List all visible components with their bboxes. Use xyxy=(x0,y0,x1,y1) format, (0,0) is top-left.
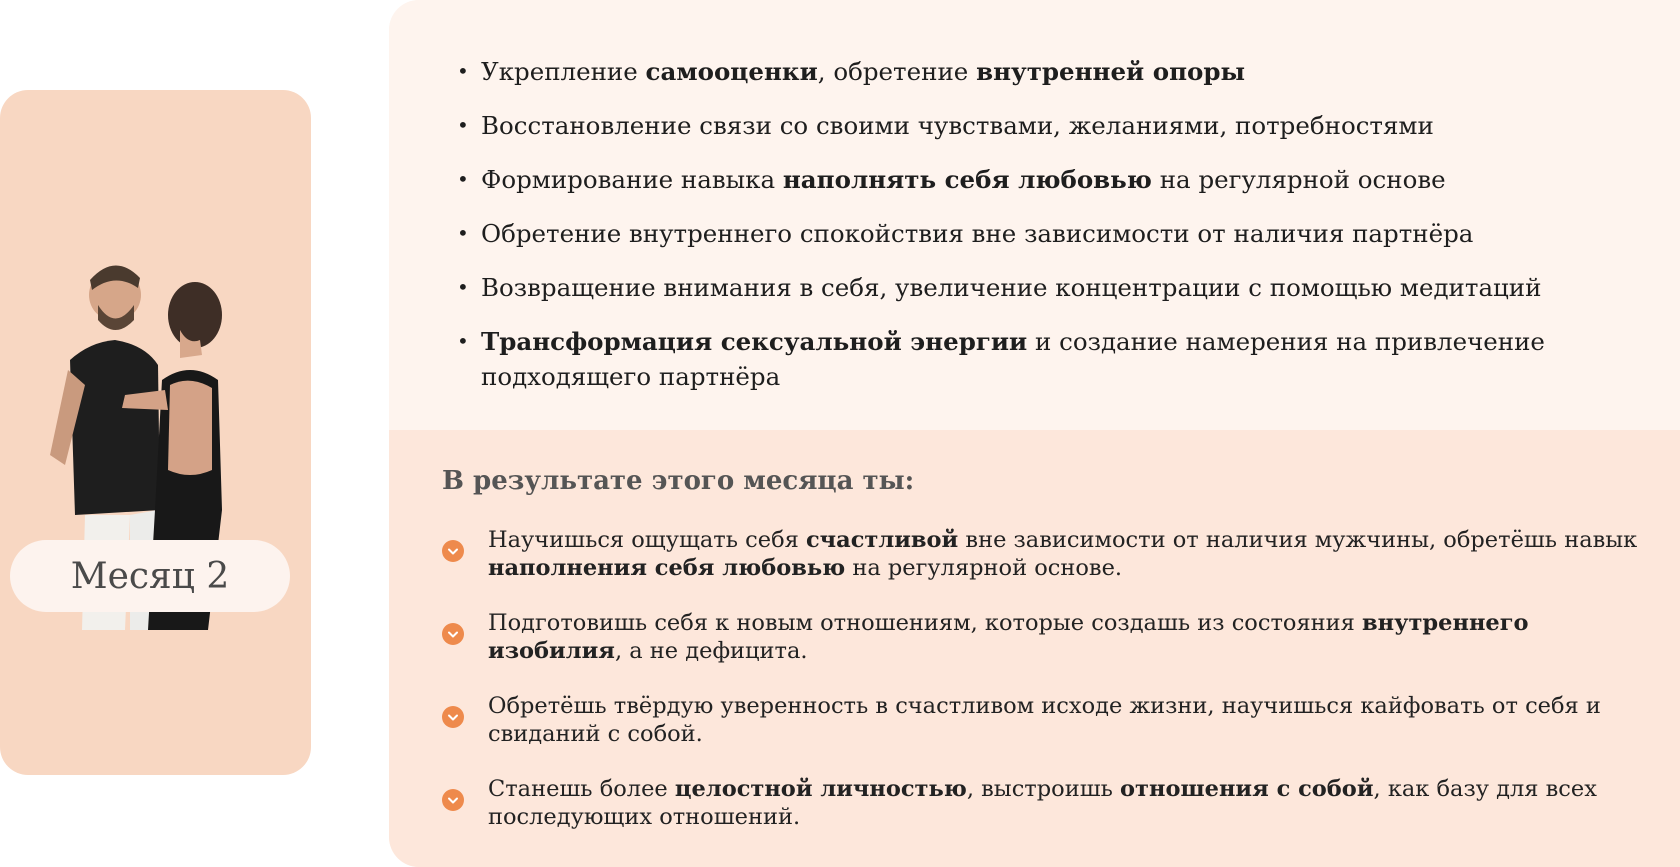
text-segment: Формирование навыка xyxy=(481,165,783,194)
month-card xyxy=(0,90,311,775)
text-segment: Восстановление связи со своими чувствами, желаниями, потребностями xyxy=(481,111,1434,140)
bullet-dot-icon: • xyxy=(457,275,469,299)
text-segment: , как базу для всех последующих отношений. xyxy=(488,776,1597,830)
bold-text-segment: наполнять себя любовью xyxy=(782,165,1152,194)
text-segment: Возвращение внимания в себя, увеличение концентрации с помощью медитаций xyxy=(481,273,1542,302)
bold-text-segment: целостной личностью xyxy=(674,776,967,802)
result-item xyxy=(442,692,1642,748)
month-label-text: Месяц 2 xyxy=(70,555,230,597)
result-item xyxy=(442,775,1642,831)
text-segment: Научишься ощущать себя xyxy=(488,527,806,553)
bold-text-segment: отношения с собой xyxy=(1120,776,1374,802)
check-circle-icon xyxy=(442,706,464,728)
text-segment: Обретение внутреннего спокойствия вне зависимости от наличия партнёра xyxy=(481,219,1474,248)
check-circle-icon xyxy=(442,540,464,562)
bold-text-segment: наполнения себя любовью xyxy=(488,555,846,581)
goal-item xyxy=(457,216,1667,251)
text-segment: Станешь более xyxy=(488,776,675,802)
goals-list xyxy=(457,54,1667,413)
results-title: В результате этого месяца ты: xyxy=(442,466,915,496)
text-segment: , а не дефицита. xyxy=(614,638,808,664)
results-section xyxy=(389,430,1680,867)
bullet-dot-icon: • xyxy=(457,167,469,191)
goal-item xyxy=(457,54,1667,89)
text-segment: , выстроишь xyxy=(966,776,1121,802)
bullet-dot-icon: • xyxy=(457,329,469,353)
check-circle-icon xyxy=(442,623,464,645)
text-segment: на регулярной основе. xyxy=(845,555,1123,581)
text-segment: Укрепление xyxy=(481,57,646,86)
text-segment: на регулярной основе xyxy=(1151,165,1446,194)
result-item xyxy=(442,526,1642,582)
goal-item xyxy=(457,324,1667,394)
bullet-dot-icon: • xyxy=(457,221,469,245)
text-segment: Обретёшь твёрдую уверенность в счастливом исходе жизни, научишься кайфовать от себя и свиданий с собой. xyxy=(488,693,1601,747)
bold-text-segment: самооценки xyxy=(645,57,818,86)
content-panel xyxy=(389,0,1680,867)
bold-text-segment: Трансформация сексуальной энергии xyxy=(481,327,1028,356)
text-segment: Подготовишь себя к новым отношениям, которые создашь из состояния xyxy=(488,610,1362,636)
text-segment: , обретение xyxy=(817,57,977,86)
goal-item xyxy=(457,270,1667,305)
bold-text-segment: внутренней опоры xyxy=(976,57,1246,86)
goal-item xyxy=(457,162,1667,197)
results-list xyxy=(442,526,1642,858)
text-segment: вне зависимости от наличия мужчины, обретёшь навык xyxy=(958,527,1638,553)
month-label xyxy=(10,540,290,612)
bold-text-segment: внутреннего изобилия xyxy=(488,610,1529,664)
text-segment: и создание намерения на привлечение подходящего партнёра xyxy=(481,327,1545,391)
result-item xyxy=(442,609,1642,665)
goals-section xyxy=(389,0,1680,430)
goal-item xyxy=(457,108,1667,143)
bullet-dot-icon: • xyxy=(457,59,469,83)
check-circle-icon xyxy=(442,789,464,811)
bullet-dot-icon: • xyxy=(457,113,469,137)
bold-text-segment: счастливой xyxy=(805,527,959,553)
